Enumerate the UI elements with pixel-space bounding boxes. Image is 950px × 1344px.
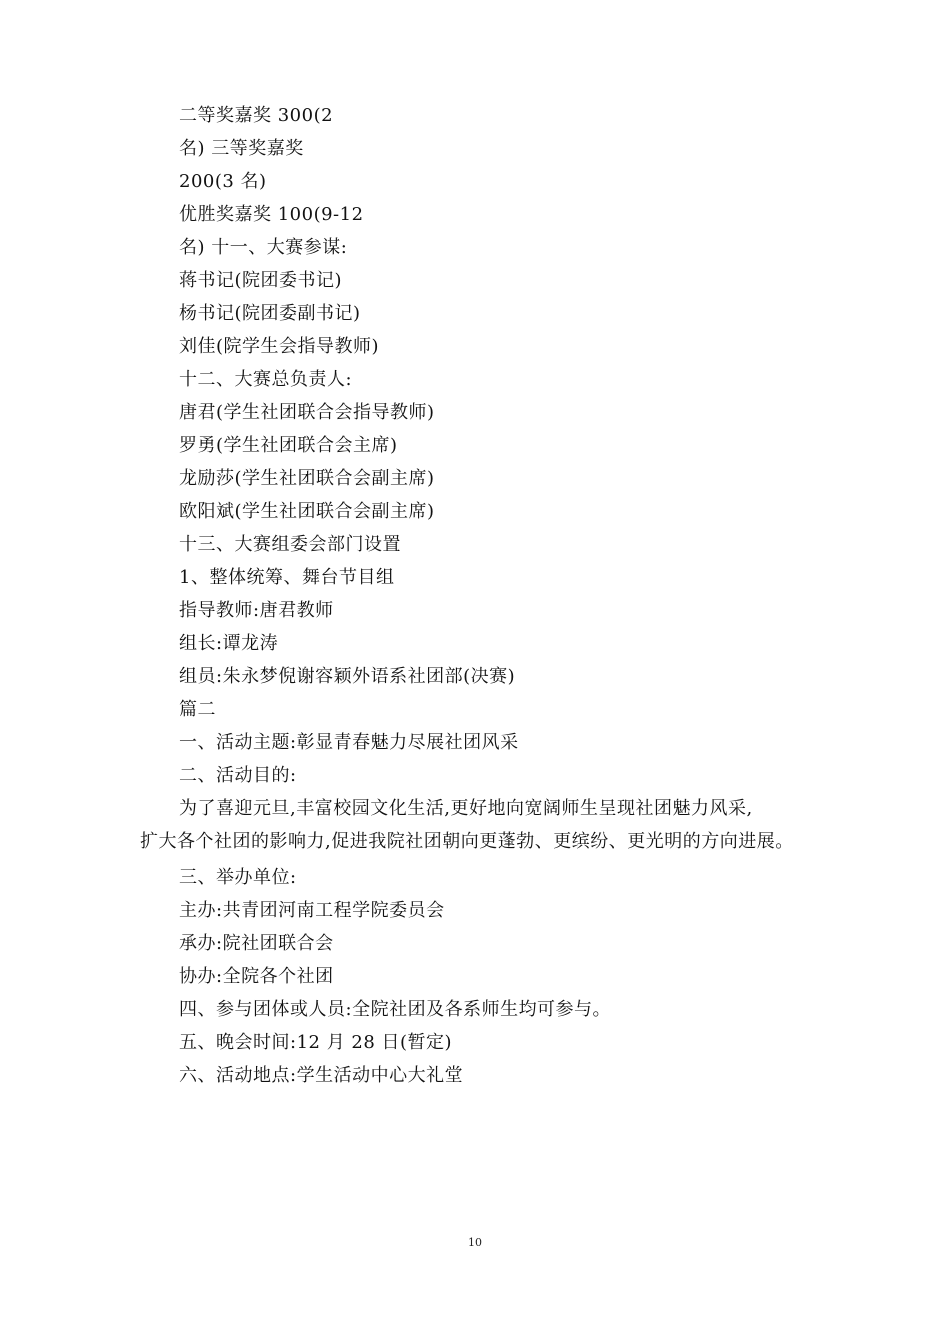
- text-line: 组员:朱永梦倪谢容颖外语系社团部(决赛): [179, 666, 516, 687]
- section-heading: 二、活动目的:: [179, 765, 297, 786]
- text-line: 优胜奖嘉奖 100(9-12: [179, 204, 364, 225]
- text-line: 蒋书记(院团委书记): [179, 270, 343, 291]
- section-heading: 十二、大赛总负责人:: [179, 369, 353, 390]
- text-line: 刘佳(院学生会指导教师): [179, 336, 380, 357]
- text-line: 杨书记(院团委副书记): [179, 303, 361, 324]
- section-heading: 一、活动主题:彰显青春魅力尽展社团风采: [179, 732, 519, 753]
- text-line: 1、整体统筹、舞台节目组: [179, 567, 395, 588]
- text-line: 协办:全院各个社团: [179, 966, 334, 987]
- text-line: 承办:院社团联合会: [179, 933, 334, 954]
- section-heading: 十三、大赛组委会部门设置: [179, 534, 401, 555]
- section-heading: 三、举办单位:: [179, 867, 297, 888]
- paragraph-line: 扩大各个社团的影响力,促进我院社团朝向更蓬勃、更缤纷、更光明的方向进展。: [140, 831, 794, 852]
- page-number: 10: [468, 1236, 482, 1249]
- section-heading: 五、晚会时间:12 月 28 日(暂定): [179, 1032, 453, 1053]
- section-heading: 六、活动地点:学生活动中心大礼堂: [179, 1065, 464, 1086]
- text-line: 200(3 名): [179, 171, 267, 192]
- text-line: 组长:谭龙涛: [179, 633, 279, 654]
- text-line: 名) 十一、大赛参谋:: [179, 237, 348, 258]
- text-line: 罗勇(学生社团联合会主席): [179, 435, 398, 456]
- text-line: 名) 三等奖嘉奖: [179, 138, 304, 159]
- text-line: 主办:共青团河南工程学院委员会: [179, 900, 445, 921]
- text-line: 龙励莎(学生社团联合会副主席): [179, 468, 435, 489]
- text-line: 二等奖嘉奖 300(2: [179, 105, 334, 126]
- section-heading: 四、参与团体或人员:全院社团及各系师生均可参与。: [179, 999, 612, 1020]
- part-heading: 篇二: [179, 699, 216, 720]
- text-line: 欧阳斌(学生社团联合会副主席): [179, 501, 435, 522]
- paragraph-line: 为了喜迎元旦,丰富校园文化生活,更好地向宽阔师生呈现社团魅力风采,: [179, 798, 753, 819]
- text-line: 唐君(学生社团联合会指导教师): [179, 402, 435, 423]
- text-line: 指导教师:唐君教师: [179, 600, 334, 621]
